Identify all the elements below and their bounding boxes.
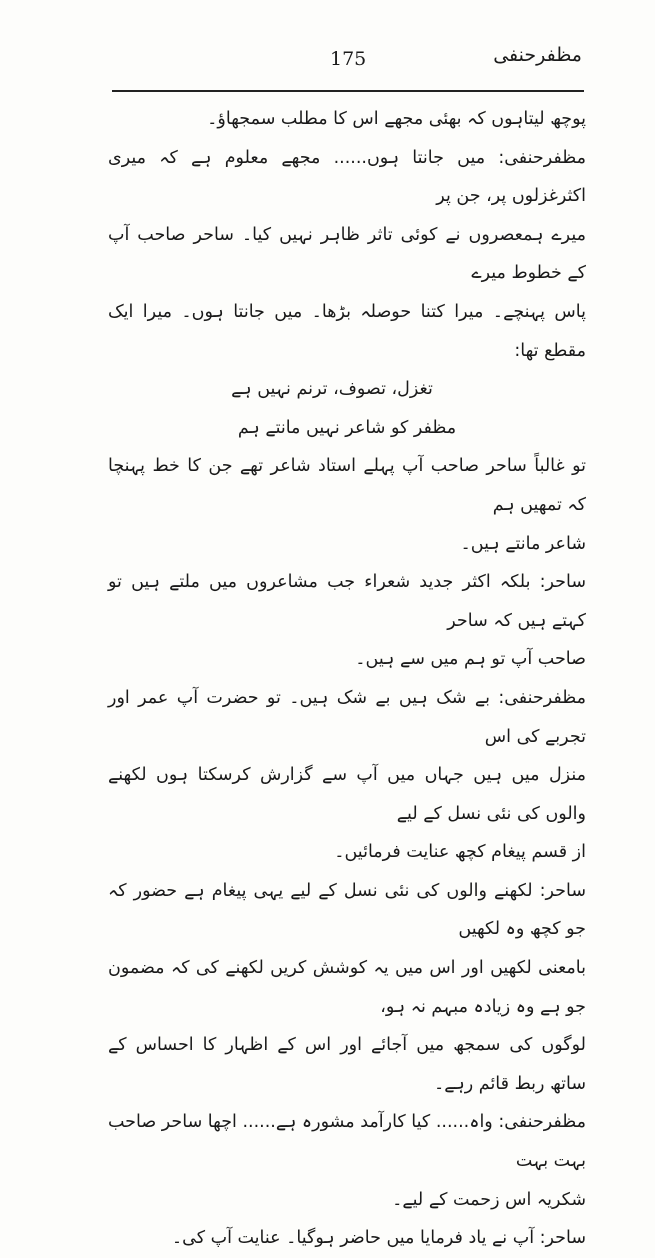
- running-head: مظفرحنفی: [493, 44, 582, 66]
- text-line: تو غالباً ساحر صاحب آپ پہلے استاد شاعر تھے جن کا خط پہنچا کہ تمھیں ہم: [108, 456, 586, 515]
- text-line: پوچھ لیتاہوں کہ بھئی مجھے اس کا مطلب سمجھاؤ۔: [207, 109, 586, 129]
- text-line: صاحب آپ تو ہم میں سے ہیں۔: [355, 649, 586, 670]
- text-line: پاس پہنچے۔ میرا کتنا حوصلہ بڑھا۔ میں جانتا ہوں۔ میرا ایک مقطع تھا:: [108, 301, 586, 361]
- page-number: 175: [330, 48, 367, 70]
- interview-text: [108, 100, 586, 1258]
- text-line: ساحر: بلکہ اکثر جدید شعراء جب مشاعروں میں ملتے ہیں تو کہتے ہیں کہ ساحر: [108, 572, 586, 631]
- text-line: بامعنی لکھیں اور اس میں یہ کوشش کریں لکھنے کی کہ مضمون جو ہے وہ زیادہ مبہم نہ ہو،: [108, 958, 586, 1017]
- text-line: مظفرحنفی: واہ...... کیا کارآمد مشورہ ہے...... اچھا ساحر صاحب بہت بہت: [108, 1112, 586, 1172]
- text-line: منزل میں ہیں جہاں میں آپ سے گزارش کرسکتا ہوں لکھنے والوں کی نئی نسل کے لیے: [108, 765, 586, 824]
- text-line: از قسم پیغام کچھ عنایت فرمائیں۔: [334, 842, 586, 863]
- verse-line: مظفر کو شاعر نہیں مانتے ہم: [237, 417, 457, 438]
- text-line: مظفرحنفی: بے شک ہیں بے شک ہیں۔ تو حضرت آپ عمر اور تجربے کی اس: [108, 687, 586, 747]
- text-line: ساحر: آپ نے یاد فرمایا میں حاضر ہوگیا۔ عنایت آپ کی۔: [171, 1228, 586, 1249]
- verse-line: تغزل، تصوف، ترنم نہیں ہے: [231, 379, 433, 400]
- text-line: ساحر: لکھنے والوں کی نئی نسل کے لیے یہی پیغام ہے حضور کہ جو کچھ وہ لکھیں: [108, 880, 586, 940]
- text-line: لوگوں کی سمجھ میں آجائے اور اس کے اظہار کا احساس کے ساتھ ربط قائم رہے۔: [108, 1035, 586, 1094]
- text-line: شکریہ اس زحمت کے لیے۔: [392, 1189, 586, 1210]
- header-rule: [112, 90, 584, 92]
- text-line: مظفرحنفی: میں جانتا ہوں...... مجھے معلوم ہے کہ میری اکثرغزلوں پر، جن پر: [108, 147, 586, 207]
- text-line: میرے ہمعصروں نے کوئی تاثر ظاہر نہیں کیا۔ ساحر صاحب آپ کے خطوط میرے: [108, 224, 586, 284]
- page-header: [112, 42, 582, 82]
- text-line: شاعر مانتے ہیں۔: [460, 533, 586, 554]
